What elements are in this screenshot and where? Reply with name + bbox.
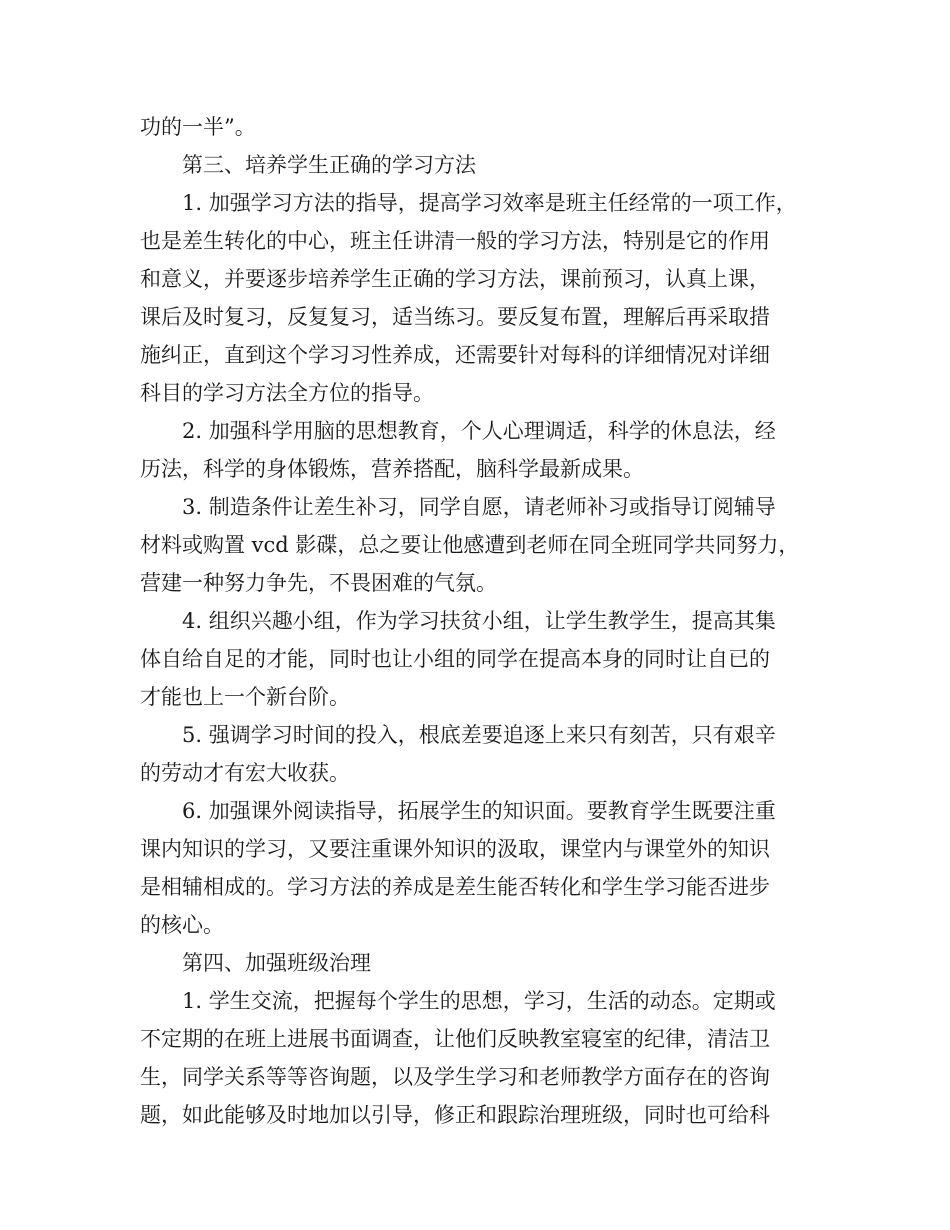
section-heading: 第三、培养学生正确的学习方法 [182, 153, 476, 177]
text-line: 6. 加强课外阅读指导，拓展学生的知识面。要教育学生既要注重 [182, 799, 776, 823]
text-line: 不定期的在班上进展书面调查，让他们反映教室寝室的纪律，清洁卫 [140, 1027, 770, 1051]
text-line: 4. 组织兴趣小组，作为学习扶贫小组，让学生教学生，提高其集 [182, 609, 776, 633]
text-line: 才能也上一个新台阶。 [140, 685, 350, 709]
text-line: 1. 加强学习方法的指导，提高学习效率是班主任经常的一项工作， [182, 191, 797, 215]
text-line: 生，同学关系等等咨询题，以及学生学习和老师教学方面存在的咨询 [140, 1065, 770, 1089]
text-line: 科目的学习方法全方位的指导。 [140, 381, 434, 405]
text-line: 题，如此能够及时地加以引导，修正和跟踪治理班级，同时也可给科 [140, 1103, 770, 1127]
text-line: 体自给自足的才能，同时也让小组的同学在提高本身的同时让自已的 [140, 647, 770, 671]
section-heading: 第四、加强班级治理 [182, 951, 371, 975]
text-line: 施纠正，直到这个学习习性养成，还需要针对每科的详细情况对详细 [140, 343, 770, 367]
text-line: 材料或购置 vcd 影碟，总之要让他感遭到老师在同全班同学共同努力， [140, 533, 800, 557]
text-line: 的劳动才有宏大收获。 [140, 761, 350, 785]
text-line: 课后及时复习，反复复习，适当练习。要反复布置，理解后再采取措 [140, 305, 770, 329]
text-line: 1. 学生交流，把握每个学生的思想，学习，生活的动态。定期或 [182, 989, 776, 1013]
text-line: 3. 制造条件让差生补习，同学自愿，请老师补习或指导订阅辅导 [182, 495, 776, 519]
text-line: 营建一种努力争先，不畏困难的气氛。 [140, 571, 497, 595]
text-line: 的核心。 [140, 913, 224, 937]
text-line: 历法，科学的身体锻炼，营养搭配，脑科学最新成果。 [140, 457, 644, 481]
text-line: 是相辅相成的。学习方法的养成是差生能否转化和学生学习能否进步 [140, 875, 770, 899]
text-line: 功的一半”。 [140, 115, 256, 139]
text-line: 2. 加强科学用脑的思想教育，个人心理调适，科学的休息法，经 [182, 419, 776, 443]
text-line: 也是差生转化的中心，班主任讲清一般的学习方法，特别是它的作用 [140, 229, 770, 253]
text-line: 5. 强调学习时间的投入，根底差要追逐上来只有刻苦，只有艰辛 [182, 723, 776, 747]
text-line: 和意义，并要逐步培养学生正确的学习方法，课前预习，认真上课， [140, 267, 770, 291]
text-line: 课内知识的学习，又要注重课外知识的汲取，课堂内与课堂外的知识 [140, 837, 770, 861]
